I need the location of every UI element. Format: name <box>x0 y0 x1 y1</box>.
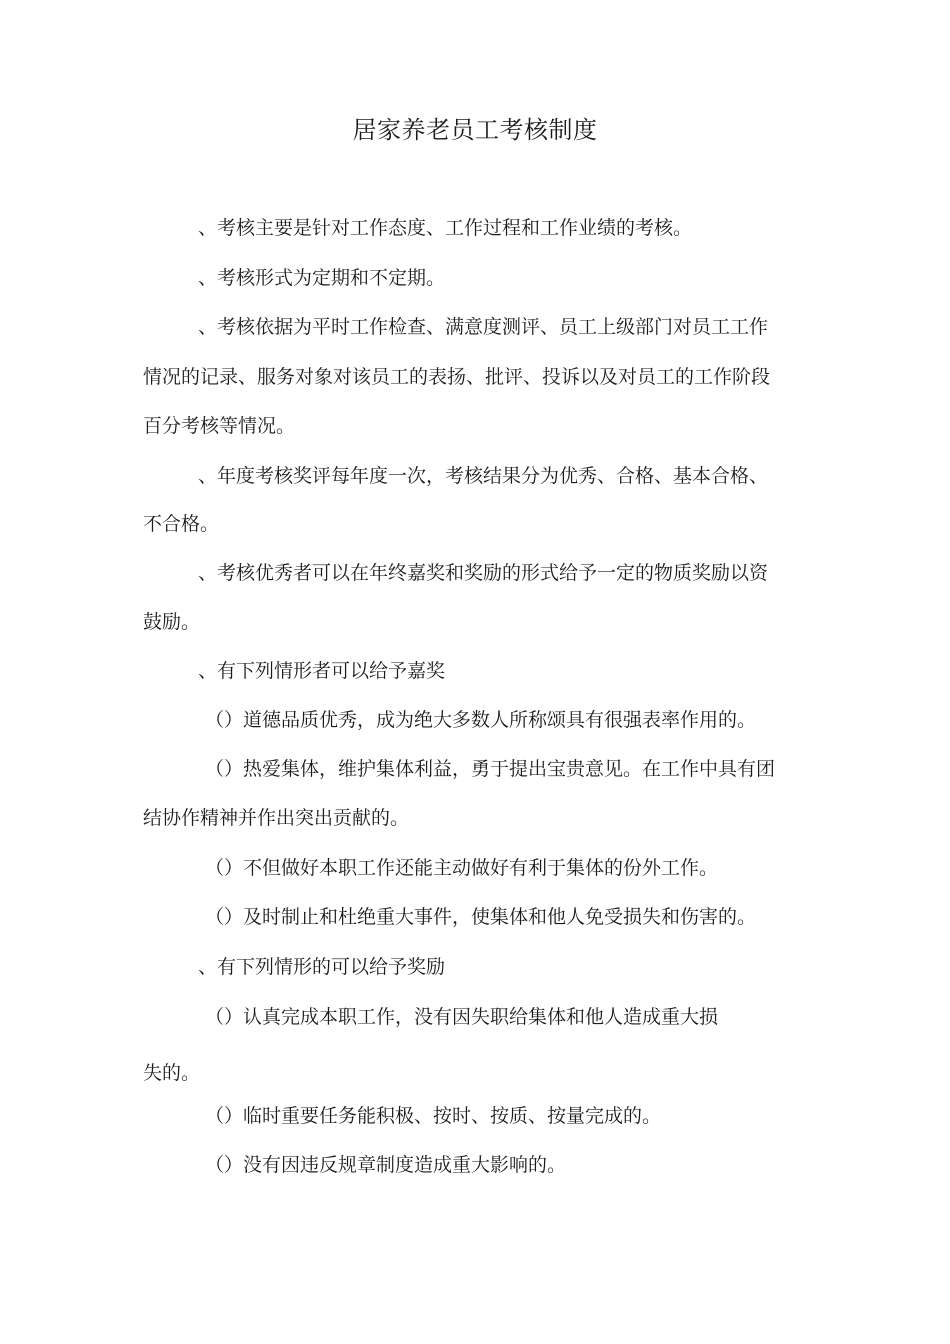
paragraph-line: 、考核依据为平时工作检查、满意度测评、员工上级部门对员工工作 <box>198 316 769 338</box>
paragraph-line: （）及时制止和杜绝重大事件，使集体和他人免受损失和伤害的。 <box>205 906 757 928</box>
paragraph-line: 、考核形式为定期和不定期。 <box>198 267 446 289</box>
paragraph-line: （）没有因违反规章制度造成重大影响的。 <box>205 1154 567 1176</box>
paragraph-line: （）道德品质优秀，成为绝大多数人所称颂具有很强表率作用的。 <box>205 709 757 731</box>
paragraph-line: 、考核优秀者可以在年终嘉奖和奖励的形式给予一定的物质奖励以资 <box>198 562 769 584</box>
paragraph-line: 、考核主要是针对工作态度、工作过程和工作业绩的考核。 <box>198 217 693 239</box>
paragraph-line: 、有下列情形的可以给予奖励 <box>198 956 446 978</box>
paragraph-line: 失的。 <box>143 1062 201 1084</box>
paragraph-line: （）不但做好本职工作还能主动做好有利于集体的份外工作。 <box>205 857 719 879</box>
page-title: 居家养老员工考核制度 <box>352 116 598 144</box>
paragraph-line: （）热爱集体，维护集体利益，勇于提出宝贵意见。在工作中具有团 <box>205 758 776 780</box>
paragraph-line: 、年度考核奖评每年度一次，考核结果分为优秀、合格、基本合格、 <box>198 465 769 487</box>
paragraph-line: 百分考核等情况。 <box>143 415 296 437</box>
paragraph-line: 结协作精神并作出突出贡献的。 <box>143 807 410 829</box>
paragraph-line: （）临时重要任务能积极、按时、按质、按量完成的。 <box>205 1105 662 1127</box>
paragraph-line: （）认真完成本职工作，没有因失职给集体和他人造成重大损 <box>205 1006 719 1028</box>
paragraph-line: 、有下列情形者可以给予嘉奖 <box>198 660 446 682</box>
paragraph-line: 不合格。 <box>143 513 220 535</box>
paragraph-line: 鼓励。 <box>143 611 201 633</box>
paragraph-line: 情况的记录、服务对象对该员工的表扬、批评、投诉以及对员工的工作阶段 <box>143 366 771 388</box>
